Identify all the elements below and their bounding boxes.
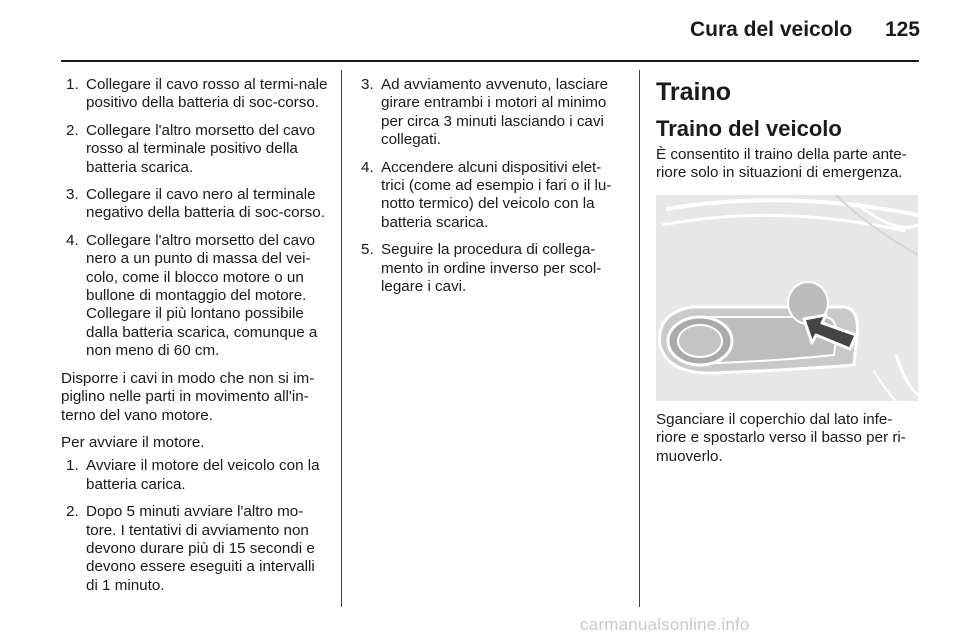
page-number: 125 [884,18,920,41]
step-number: 3. [361,76,374,93]
column-1 [61,76,329,604]
watermark: carmanualsonline.info [580,615,750,634]
list-item [61,76,329,113]
step-number: 2. [66,121,79,139]
subsection-heading: Traino del veicolo [656,116,842,141]
column-divider-2 [639,70,640,607]
column-3 [656,76,921,475]
paragraph-figure-caption: Sganciare il coperchio dal lato infe-riore e spostarlo verso il basso per ri-muoverlo. [656,410,906,465]
section-heading: Traino [656,78,732,106]
step-number: 1. [66,457,79,475]
bumper-cover-drawing [656,195,918,401]
step-text: Collegare il cavo nero al terminale negativo della batteria di soc-corso. [86,186,325,222]
list-item [356,241,624,296]
step-number: 2. [66,503,79,521]
list-item [61,232,329,361]
list-item [61,186,329,223]
step-text: Collegare il cavo rosso al termi-nale positivo della batteria di soc-corso. [86,76,328,112]
header-rule [61,60,919,62]
list-item [356,159,624,233]
step-text: Ad avviamento avvenuto, lasciare girare entrambi i motori al minimo per circa 3 minuti lasciando i cavi collegati. [381,76,609,149]
list-item [61,122,329,177]
start-steps-list [61,457,329,595]
step-number: 4. [66,231,79,249]
step-text: Collegare l'altro morsetto del cavo nero a un punto di massa del vei-colo, come il blocco motore o un bullone di montaggio del motore. Collegare il più lontano possibile dalla batteria scarica, comunque a non meno di 60 cm. [86,231,318,360]
jumper-steps-list [61,76,329,361]
paragraph-start-engine: Per avviare il motore. [61,433,205,451]
continued-steps-list [356,76,624,296]
list-item [356,76,624,150]
step-text: Avviare il motore del veicolo con la batteria carica. [86,457,320,493]
step-text: Collegare l'altro morsetto del cavo rosso al terminale positivo della batteria scarica. [86,121,316,176]
step-number: 3. [66,186,79,204]
paragraph-towing-intro: È consentito il traino della parte ante-riore solo in situazioni di emergenza. [656,146,907,182]
step-number: 1. [66,76,79,93]
tow-eye-cover-illustration [656,195,918,401]
step-text: Seguire la procedura di collega-mento in ordine inverso per scol-legare i cavi. [381,241,602,296]
step-number: 5. [361,241,374,259]
column-2 [356,76,624,305]
list-item [61,503,329,595]
step-text: Dopo 5 minuti avviare l'altro mo-tore. I tentativi di avviamento non devono durare più di 15 secondi e devono essere eseguiti a intervalli di 1 minuto. [86,503,315,594]
list-item [61,457,329,494]
column-divider-1 [341,70,342,607]
step-text: Accendere alcuni dispositivi elet-trici (come ad esempio i fari o il lu-notto termico) del veicolo con la batteria scarica. [381,158,612,231]
paragraph-cable-routing: Disporre i cavi in modo che non si im-piglino nelle parti in movimento all'in-terno del vano motore. [61,369,315,424]
page-header-title: Cura del veicolo [690,18,853,41]
step-number: 4. [361,158,374,176]
